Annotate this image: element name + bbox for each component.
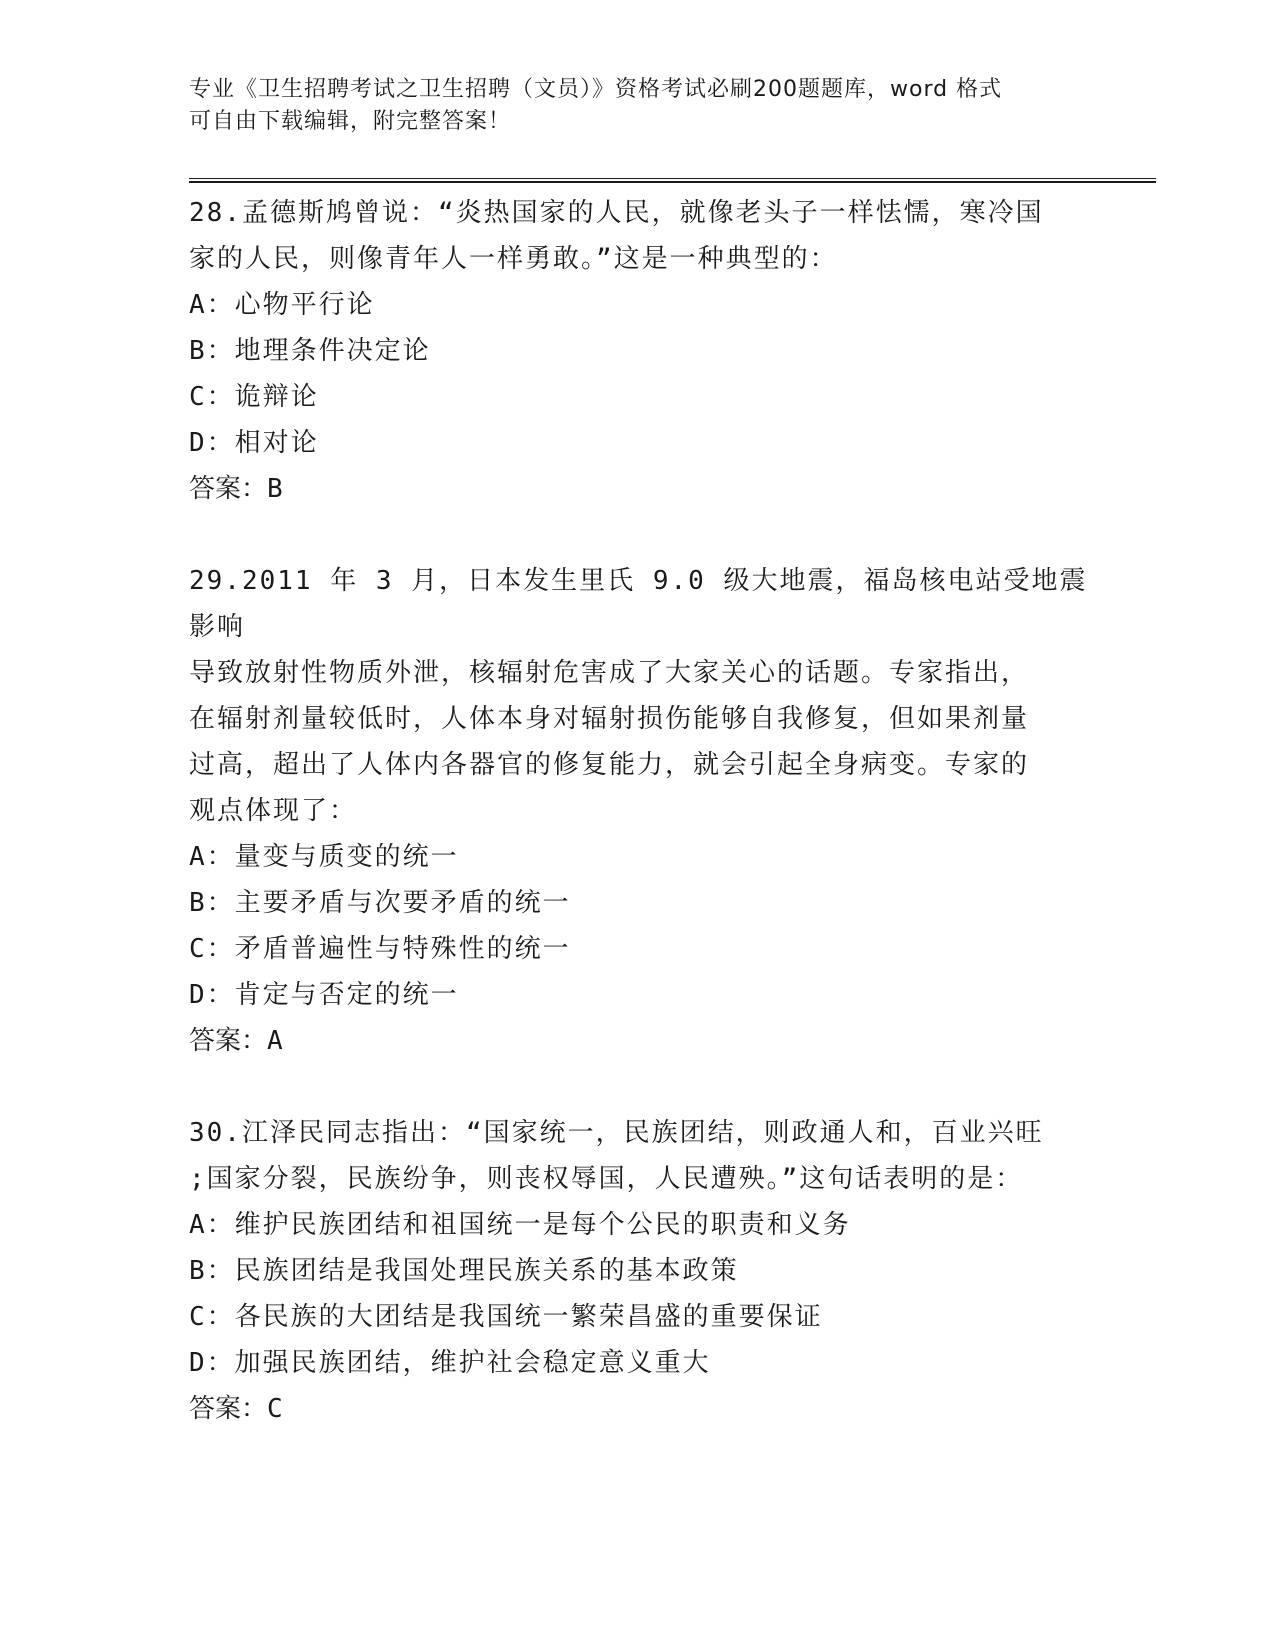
header-title-line-2: 可自由下载编辑，附完整答案！ — [189, 109, 512, 134]
question-text-line: 30.江泽民同志指出：“国家统一，民族团结，则政通人和，百业兴旺 — [189, 1118, 1044, 1148]
option-c: C：矛盾普遍性与特殊性的统一 — [189, 934, 571, 964]
question-text-line: 28.孟德斯鸠曾说：“炎热国家的人民，就像老头子一样怯懦，寒冷国 — [189, 198, 1044, 228]
answer-line — [189, 1018, 1089, 1064]
option-d: D：相对论 — [189, 428, 319, 458]
option-d: D：肯定与否定的统一 — [189, 980, 459, 1010]
question-30 — [189, 1110, 1089, 1432]
answer-line — [189, 466, 1089, 512]
option-a: A：心物平行论 — [189, 290, 375, 320]
option-a: A：量变与质变的统一 — [189, 842, 459, 872]
answer-key: B — [267, 474, 283, 504]
question-list — [189, 190, 1089, 1478]
answer-key: A — [267, 1026, 283, 1056]
answer-line — [189, 1386, 1089, 1432]
option-a: A：维护民族团结和祖国统一是每个公民的职责和义务 — [189, 1210, 851, 1240]
option-c: C：各民族的大团结是我国统一繁荣昌盛的重要保证 — [189, 1302, 823, 1332]
question-text-line: 家的人民，则像青年人一样勇敢。”这是一种典型的： — [189, 244, 838, 274]
answer-label: 答案： — [189, 474, 268, 504]
question-text-line: 过高，超出了人体内各器官的修复能力，就会引起全身病变。专家的 — [189, 750, 1030, 780]
option-b: B：民族团结是我国处理民族关系的基本政策 — [189, 1256, 739, 1286]
question-text-line: 在辐射剂量较低时，人体本身对辐射损伤能够自我修复，但如果剂量 — [189, 704, 1030, 734]
answer-label: 答案： — [189, 1394, 268, 1424]
question-text-line: 29.2011 年 3 月，日本发生里氏 9.0 级大地震，福岛核电站受地震影响 — [189, 566, 1088, 642]
question-text-line: 导致放射性物质外泄，核辐射危害成了大家关心的话题。专家指出， — [189, 658, 1030, 688]
question-text-line: ;国家分裂，民族纷争，则丧权辱国，人民遭殃。”这句话表明的是： — [189, 1164, 1024, 1194]
option-b: B：主要矛盾与次要矛盾的统一 — [189, 888, 571, 918]
option-c: C：诡辩论 — [189, 382, 319, 412]
question-text-line: 观点体现了： — [189, 796, 358, 826]
option-b: B：地理条件决定论 — [189, 336, 431, 366]
header-divider — [189, 178, 1156, 183]
answer-label: 答案： — [189, 1026, 268, 1056]
answer-key: C — [267, 1394, 283, 1424]
question-29 — [189, 558, 1089, 1064]
option-d: D：加强民族团结，维护社会稳定意义重大 — [189, 1348, 711, 1378]
document-header — [189, 74, 1089, 138]
question-28 — [189, 190, 1089, 512]
header-title-line-1: 专业《卫生招聘考试之卫生招聘（文员）》资格考试必刷200题题库，word 格式 — [189, 77, 1003, 102]
